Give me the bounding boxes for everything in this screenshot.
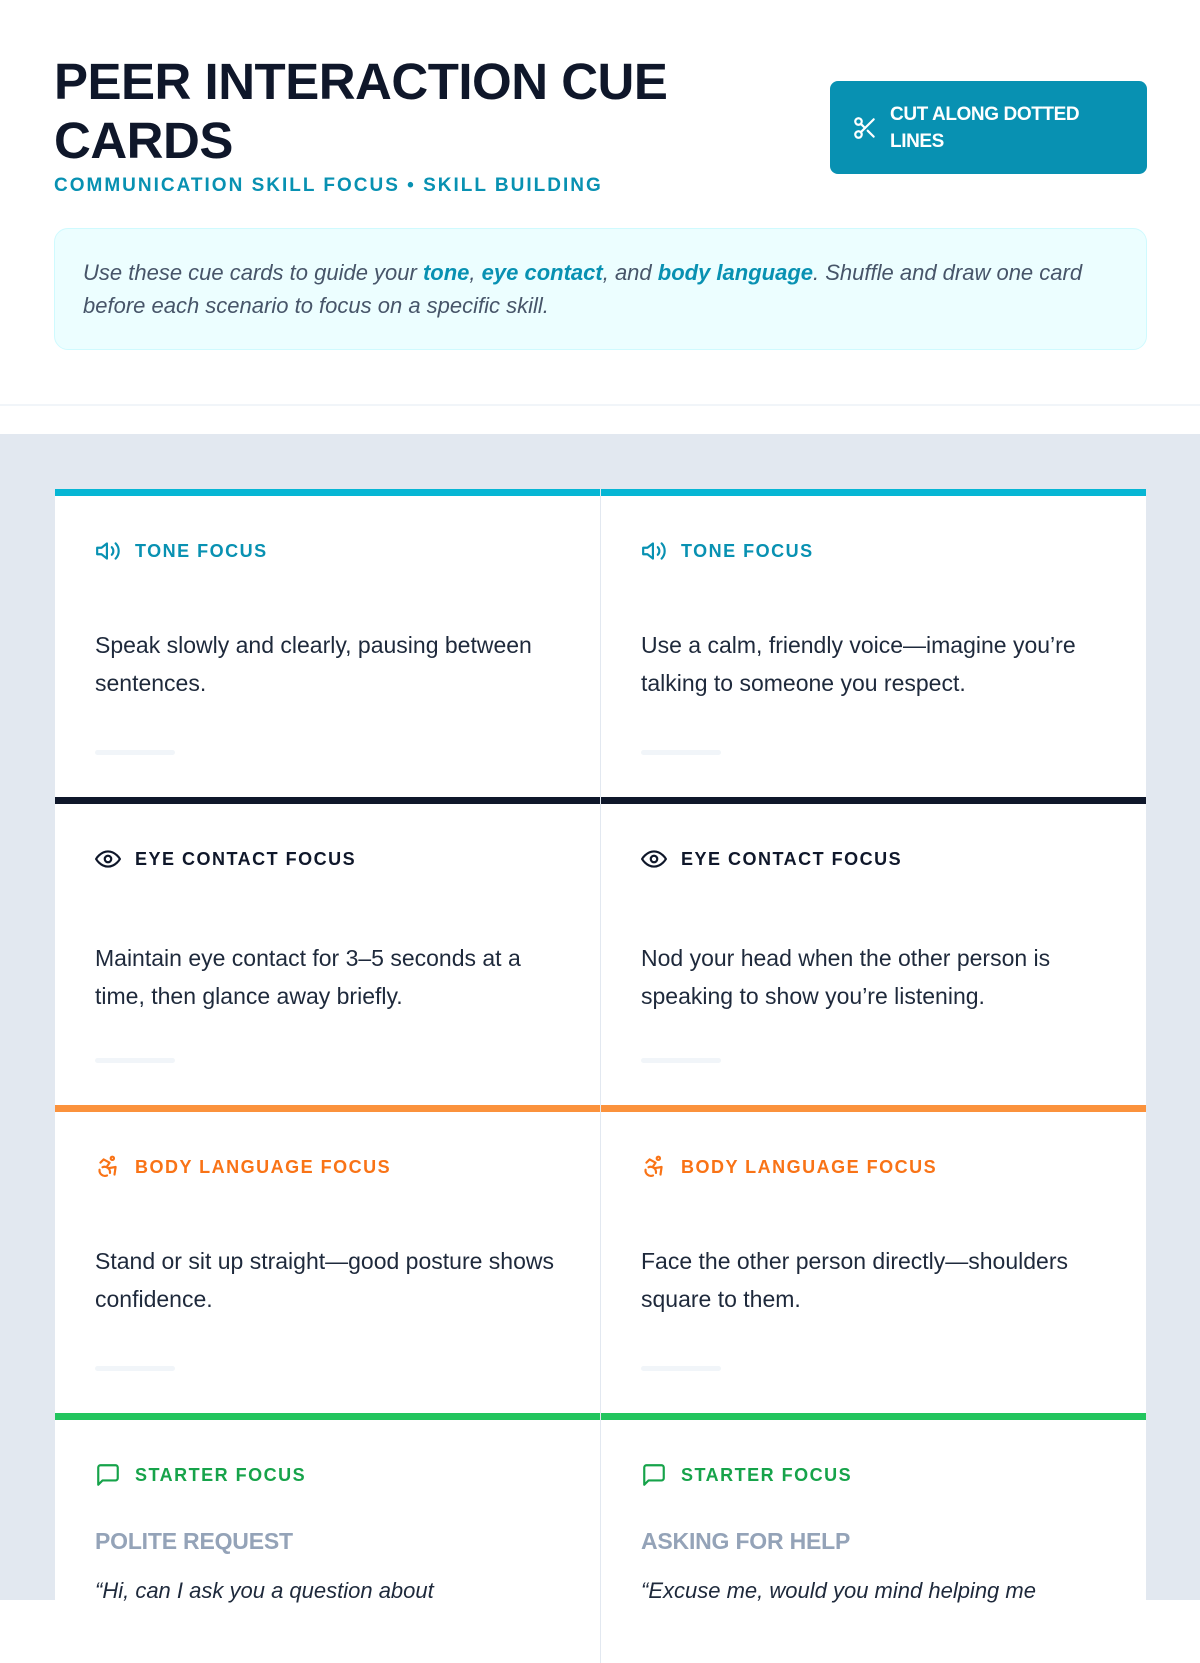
card-divider (641, 1366, 721, 1371)
card-tag-label: STARTER FOCUS (681, 1464, 853, 1485)
intro-text: , and (602, 260, 658, 285)
accessibility-icon (641, 1154, 667, 1180)
cue-text: Maintain eye contact for 3–5 seconds at a time, then glance away briefly. (95, 945, 521, 1009)
card-divider (95, 750, 175, 755)
cue-text: Nod your head when the other person is speaking to show you’re listening. (641, 945, 1051, 1009)
cue-card-eye-contact (55, 797, 600, 1105)
card-tag (95, 846, 356, 872)
card-tag-label: BODY LANGUAGE FOCUS (681, 1156, 938, 1177)
speaker-icon (641, 538, 667, 564)
cue-card-eye-contact (601, 797, 1146, 1105)
starter-title: POLITE REQUEST (95, 1528, 293, 1554)
cue-text: Speak slowly and clearly, pausing between sentences. (95, 632, 532, 696)
card-tag-label: TONE FOCUS (681, 540, 814, 561)
card-tag-label: STARTER FOCUS (135, 1464, 307, 1485)
card-divider (95, 1366, 175, 1371)
starter-quote: “Excuse me, would you mind helping me (641, 1578, 1036, 1603)
card-tag-label: BODY LANGUAGE FOCUS (135, 1156, 392, 1177)
eye-icon (95, 846, 121, 872)
keyword-body-language: body language (657, 260, 814, 285)
intro-text: Use these cue cards to guide your (83, 260, 423, 285)
card-tag (641, 1154, 937, 1180)
intro-note (54, 228, 1147, 350)
chat-icon (641, 1462, 667, 1488)
card-divider (641, 1058, 721, 1063)
scissors-icon (852, 115, 878, 141)
cue-card-tone (601, 489, 1146, 797)
header (0, 0, 1200, 406)
card-tag (641, 538, 814, 564)
cut-along-lines-button[interactable] (830, 81, 1147, 174)
eye-icon (641, 846, 667, 872)
page-title: PEER INTERACTION CUE CARDS (54, 53, 668, 169)
cue-text: Face the other person directly—shoulders square to them. (641, 1248, 1068, 1312)
cut-button-label: CUT ALONG DOTTED LINES (890, 103, 1080, 152)
card-divider (641, 750, 721, 755)
starter-quote: “Hi, can I ask you a question about (95, 1578, 434, 1603)
starter-title: ASKING FOR HELP (641, 1528, 851, 1554)
intro-text: . Shuffle and draw one card before each scenario to focus on a specific skill. (83, 260, 1083, 318)
accessibility-icon (95, 1154, 121, 1180)
cue-text: Use a calm, friendly voice—imagine you’re talking to someone you respect. (641, 632, 1076, 696)
keyword-tone: tone (422, 260, 470, 285)
cue-text: Stand or sit up straight—good posture shows confidence. (95, 1248, 554, 1312)
cue-card-body-language (601, 1105, 1146, 1413)
cue-card-starter (55, 1413, 600, 1663)
card-sheet (0, 434, 1200, 1603)
page-subtitle: COMMUNICATION SKILL FOCUS • SKILL BUILDING (54, 175, 603, 196)
card-tag (95, 1154, 391, 1180)
card-tag-label: TONE FOCUS (135, 540, 268, 561)
card-tag (641, 1462, 852, 1488)
keyword-eye-contact: eye contact (481, 260, 603, 285)
chat-icon (95, 1462, 121, 1488)
card-tag-label: EYE CONTACT FOCUS (135, 848, 357, 869)
cue-card-starter (601, 1413, 1146, 1663)
card-tag-label: EYE CONTACT FOCUS (681, 848, 903, 869)
card-tag (95, 538, 268, 564)
cue-card-tone (55, 489, 600, 797)
cue-card-body-language (55, 1105, 600, 1413)
card-tag (641, 846, 902, 872)
speaker-icon (95, 538, 121, 564)
card-grid (55, 489, 1146, 1663)
card-tag (95, 1462, 306, 1488)
card-divider (95, 1058, 175, 1063)
intro-text: , (469, 260, 482, 285)
